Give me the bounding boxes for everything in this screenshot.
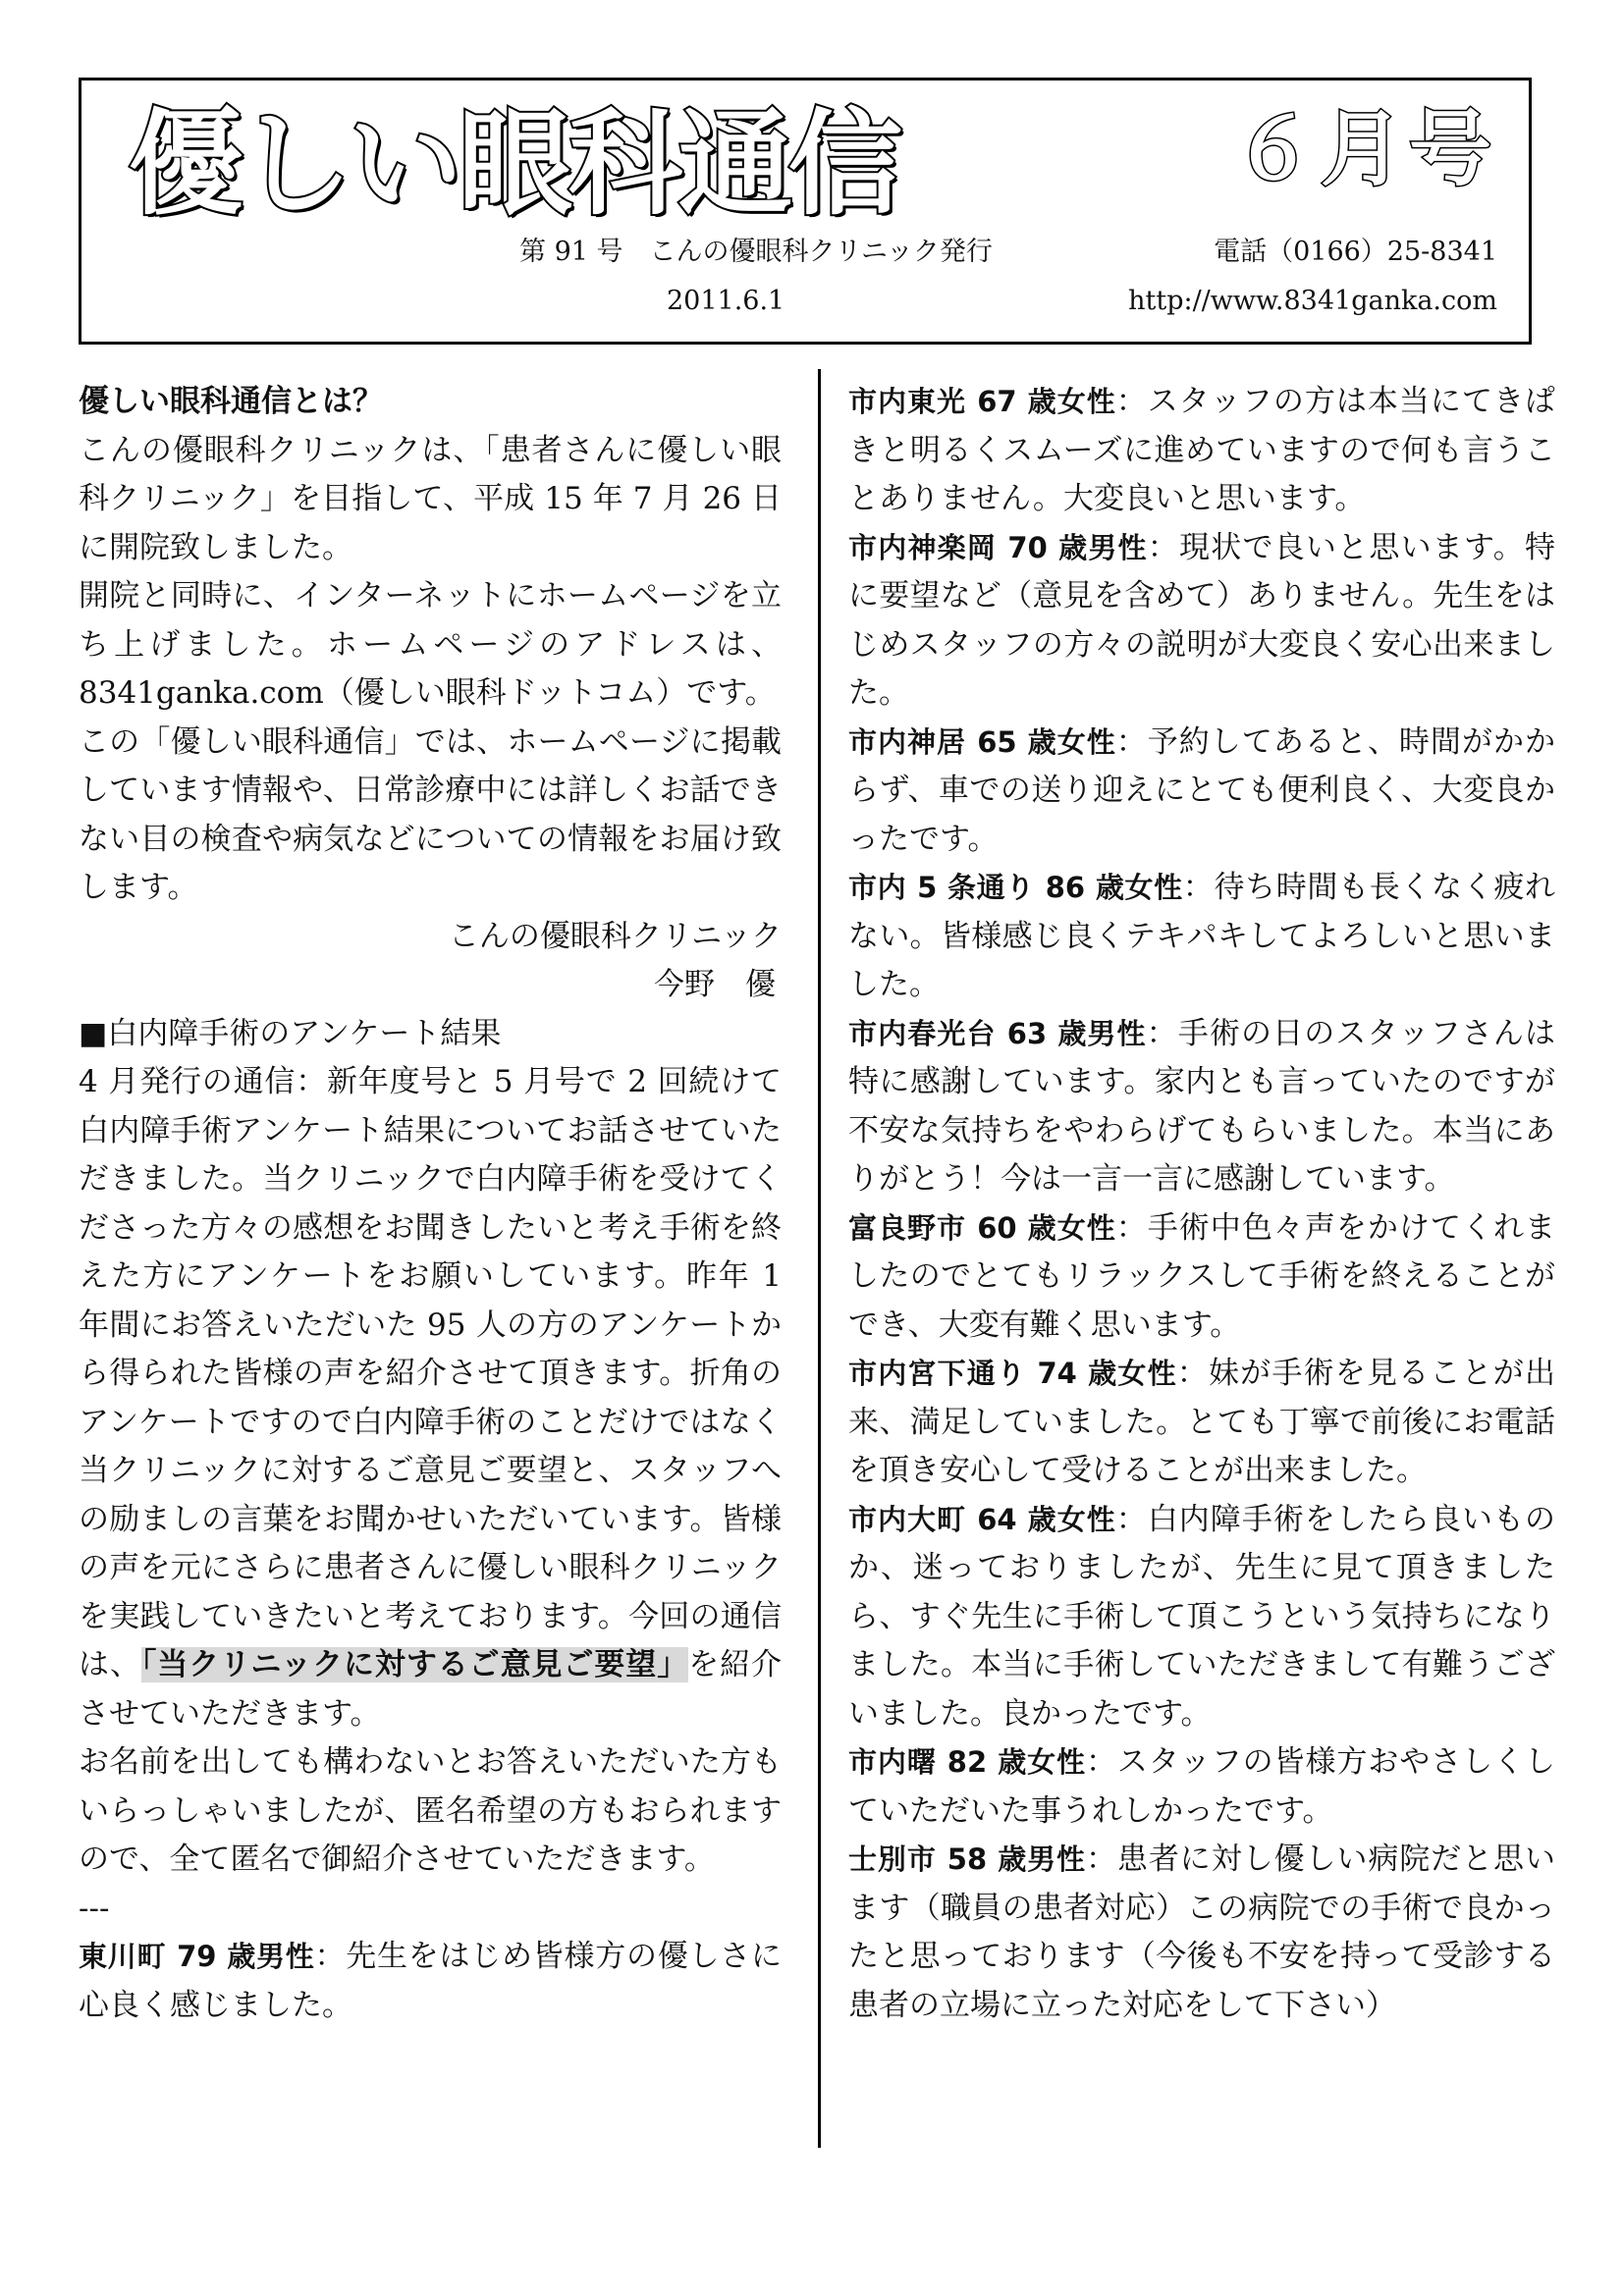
comment-lead: 市内春光台 63 歳男性 xyxy=(848,1016,1147,1050)
comment-item xyxy=(848,1738,1555,1836)
comment-lead: 士別市 58 歳男性 xyxy=(848,1842,1086,1876)
intro-paragraph-1: こんの優眼科クリニックは、「患者さんに優しい眼科クリニック」を目指して、平成 15 年 7 月 26 日に開院致しました。 xyxy=(79,432,782,565)
issue-month: ６月号 xyxy=(1231,101,1497,197)
survey-heading: ■白内障手術のアンケート結果 xyxy=(79,1015,502,1051)
comment-item xyxy=(848,524,1555,719)
comment-item xyxy=(848,1836,1555,2030)
intro-heading: 優しい眼科通信とは？ xyxy=(79,384,383,419)
comment-lead: 市内神居 65 歳女性 xyxy=(848,724,1116,759)
issue-info: 第 91 号 こんの優眼科クリニック発行 xyxy=(519,237,993,267)
comment-lead: 富良野市 60 歳女性 xyxy=(848,1210,1116,1245)
survey-text-before: 4 月発行の通信：新年度号と 5 月号で 2 回続けて白内障手術アンケート結果についてお話させていただきました。当クリニックで白内障手術を受けてくださった方々の感想をお聞きしたいと考え手術を終えた方にアンケートをお願いしています。昨年 1 年間にお答えいただいた 95 人の方のアンケートから得られた皆様の声を紹介させて頂きます。折角のアンケートですので白内障手術のことだけではなく当クリニックに対するご意見ご要望と、スタッフへの励ましの言葉をお聞かせいただいています。皆様の声を元にさらに患者さんに優しい眼科クリニックを実践していきたいと考えております。今回の通信は、 xyxy=(79,1064,782,1682)
comment-lead: 市内大町 64 歳女性 xyxy=(848,1502,1116,1536)
comment-item xyxy=(848,864,1555,1010)
left-column xyxy=(79,378,782,2030)
comment-item xyxy=(848,1350,1555,1496)
comment-item xyxy=(848,1010,1555,1204)
survey-paragraph-2: お名前を出しても構わないとお答えいただいた方もいらっしゃいましたが、匿名希望の方もおられますので、全て匿名で御紹介させていただきます。 xyxy=(79,1744,782,1877)
phone-number: 電話（0166）25-8341 xyxy=(1214,237,1497,267)
masthead-box xyxy=(79,78,1532,345)
comment-item xyxy=(848,378,1555,524)
comment-text: ：妹が手術を見ることが出来、満足していました。とても丁寧で前後にお電話を頂き安心して受けることが出来ました。 xyxy=(848,1356,1555,1488)
comment-item xyxy=(848,719,1555,865)
newsletter-title: 優しい眼科通信 xyxy=(129,98,898,231)
intro-paragraph-3: この「優しい眼科通信」では、ホームページに掲載しています情報や、日常診療中には詳しくお話できない目の検査や病気などについての情報をお届け致します。 xyxy=(79,723,782,905)
signature-name: 今野 優 xyxy=(654,967,776,1002)
comment-lead: 市内東光 67 歳女性 xyxy=(848,385,1116,418)
comment-item xyxy=(79,1933,782,2030)
comment-text: ：先生をはじめ皆様方の優しさに心良く感じました。 xyxy=(79,1939,782,2023)
comment-lead: 市内宮下通り 74 歳女性 xyxy=(848,1357,1177,1390)
right-column xyxy=(848,378,1555,2030)
separator: --- xyxy=(79,1890,110,1926)
website-url[interactable]: http://www.8341ganka.com xyxy=(1128,286,1497,316)
comment-text: ：スタッフの皆様方おやさしくしていただいた事うれしかったです。 xyxy=(848,1744,1555,1829)
comment-lead: 市内曙 82 歳女性 xyxy=(848,1745,1086,1779)
comment-lead: 東川町 79 歳男性 xyxy=(79,1940,315,1973)
intro-paragraph-2: 開院と同時に、インターネットにホームページを立ち上げました。ホームページのアドレスは、8341ganka.com（優しい眼科ドットコム）です。 xyxy=(79,578,782,711)
comment-text: ：手術中色々声をかけてくれましたのでとてもリラックスして手術を終えることができ、大変有難く思います。 xyxy=(848,1209,1555,1343)
survey-paragraph-1 xyxy=(79,1058,782,1738)
comment-text: ：待ち時間も長くなく疲れない。皆様感じ良くテキパキしてよろしいと思いました。 xyxy=(848,870,1556,1002)
comment-text: ：手術の日のスタッフさんは特に感謝しています。家内とも言っていたのですが不安な気持ちをやわらげてもらいました。本当にありがとう！今は一言一言に感謝しています。 xyxy=(848,1015,1556,1197)
comment-lead: 市内 5 条通り 86 歳女性 xyxy=(848,871,1183,904)
issue-date: 2011.6.1 xyxy=(667,286,785,316)
comment-text: ：現状で良いと思います。特に要望など（意見を含めて）ありません。先生をはじめスタッフの方々の説明が大変良く安心出来ました。 xyxy=(848,529,1555,711)
comment-item xyxy=(848,1496,1555,1739)
comment-text: ：白内障手術をしたら良いものか、迷っておりましたが、先生に見て頂きましたら、すぐ先生に手術して頂こうという気持ちになりました。本当に手術していただきまして有難うございました。良かったです。 xyxy=(848,1501,1555,1732)
comment-item xyxy=(848,1204,1555,1351)
comment-text: ：患者に対し優しい病院だと思います（職員の患者対応）この病院での手術で良かったと思っております（今後も不安を持って受診する患者の立場に立った対応をして下さい） xyxy=(848,1842,1555,2023)
comment-lead: 市内神楽岡 70 歳男性 xyxy=(848,530,1148,564)
survey-text-after: を紹介させていただきます。 xyxy=(79,1647,783,1732)
comment-text: ：予約してあると、時間がかからず、車での送り迎えにとても便利良く、大変良かったです。 xyxy=(848,723,1555,857)
signature-clinic: こんの優眼科クリニック xyxy=(448,918,782,954)
survey-highlight: 「当クリニックに対するご意見ご要望」 xyxy=(140,1647,689,1682)
comment-text: ：スタッフの方は本当にてきぱきと明るくスムーズに進めていますので何も言うことありません。大変良いと思います。 xyxy=(848,384,1555,516)
column-divider xyxy=(818,369,821,2148)
